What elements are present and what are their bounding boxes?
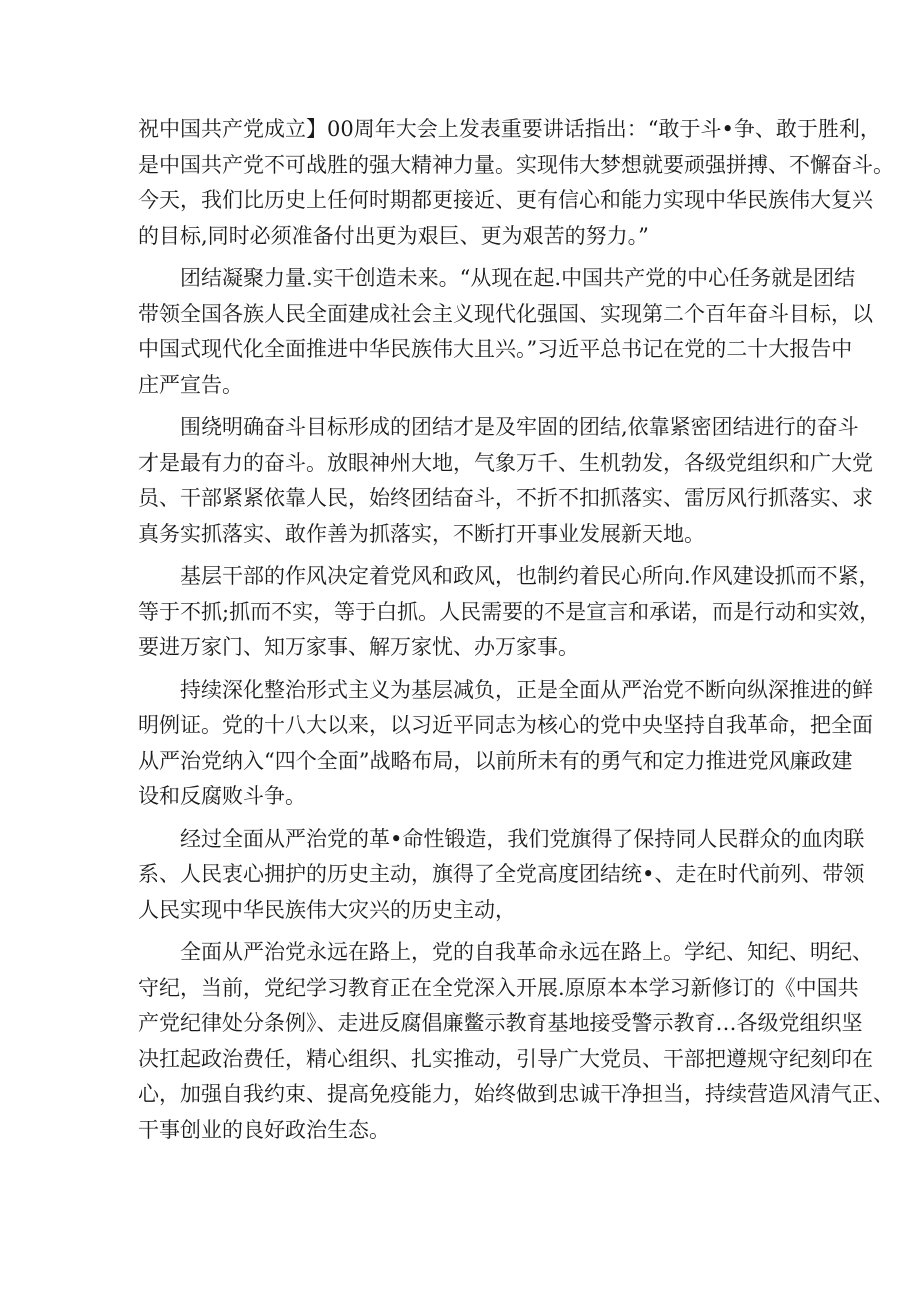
text-line: 人民实现中华民族伟大灾兴的历史主动， <box>138 897 516 922</box>
text-line: 才是最有力的奋斗。放眼神州大地，气象万千、生机勃发，各级党组织和广大党 <box>138 450 873 475</box>
paragraph <box>138 673 873 815</box>
text-line: 产党纪律处分条例》、走进反腐倡廉鳖示教育基地接受警示教育…各级党组织坚 <box>138 1011 863 1035</box>
text-line: 等于不抓;抓而不实，等于白抓。人民需要的不是宣言和承诺，而是行动和实效， <box>138 599 881 624</box>
text-line: 干事创业的良好政治生态。 <box>138 1117 390 1142</box>
paragraph <box>138 112 894 254</box>
paragraph <box>138 261 873 403</box>
text-line: 心，加强自我约束、提高免疫能力，始终做到忠诚干净担当，持续营造风清气正、 <box>138 1082 894 1106</box>
text-line: 守纪，当前，党纪学习教育正在全党深入开展.原原本本学习新修订的《中国共 <box>138 975 859 1000</box>
text-line: 设和反腐败斗争。 <box>138 784 306 808</box>
text-line: 基层干部的作风决定着党风和政风，也制约着民心所向.作风建设抓而不紧， <box>180 564 880 588</box>
text-line: 明例证。党的十八大以来，以习近平同志为核心的党中央坚持自我革命，把全面 <box>138 713 873 737</box>
text-line: 要进万家门、知万家事、解万家忧、办万家事。 <box>138 635 579 659</box>
text-line: 带领全国各族人民全面建成社会主义现代化强国、实现第二个百年奋斗目标，以 <box>138 301 873 326</box>
text-line: 团结凝聚力量.实干创造未来。“从现在起.中国共产党的中心任务就是团结 <box>180 266 856 290</box>
text-line: 祝中国共产党成立】00周年大会上发表重要讲话指出：“敢于斗•争、敢于胜利， <box>138 117 881 141</box>
text-line: 经过全面从严治党的革•命性锻造，我们党旗得了保持同人民群众的血肉联 <box>180 826 865 851</box>
paragraph <box>138 822 865 929</box>
paragraph <box>138 410 873 552</box>
text-line: 今天，我们比历史上任何时期都更接近、更有信心和能力实现中华民族伟大复兴 <box>138 188 873 212</box>
text-line: 员、干部紧紧依靠人民，始终团结奋斗，不折不扣抓落实、雷厉风行抓落实、求 <box>138 486 873 510</box>
text-line: 从严治党纳入“四个全面”战略布局，以前所未有的勇气和定力推进党风廉政建 <box>138 748 853 773</box>
text-line: 真务实抓落实、敢作善为抓落实，不断打开事业发展新天地。 <box>138 521 705 546</box>
text-line: 决扛起政治费任，精心组织、扎实推动，引导广大党员、干部把遵规守纪刻印在 <box>138 1046 873 1071</box>
text-line: 系、人民衷心拥护的历史主动，旗得了全党高度团结统•、走在时代前列、带领 <box>138 862 865 886</box>
text-line: 全面从严治党永远在路上，党的自我革命永远在路上。学纪、知纪、明纪、 <box>180 940 873 964</box>
document-body <box>138 112 894 1148</box>
paragraph <box>138 559 881 666</box>
text-line: 庄严宣告。 <box>138 372 243 397</box>
text-line: 持续深化整治形式主义为基层减负，正是全面从严治党不断向纵深推进的鲜 <box>180 677 873 702</box>
text-line: 中国式现代化全面推进中华民族伟大且兴。”习近平总书记在党的二十大报告中 <box>138 337 853 361</box>
paragraph <box>138 935 894 1148</box>
text-line: 围绕明确奋斗目标形成的团结才是及牢固的团结,依靠紧密团结进行的奋斗 <box>180 415 859 439</box>
text-line: 的目标,同时必须准备付出更为艰巨、更为艰苦的努力。” <box>138 223 649 248</box>
text-line: 是中国共产党不可战胜的强大精神力量。实现伟大梦想就要顽强拼搏、不懈奋斗。 <box>138 152 894 177</box>
